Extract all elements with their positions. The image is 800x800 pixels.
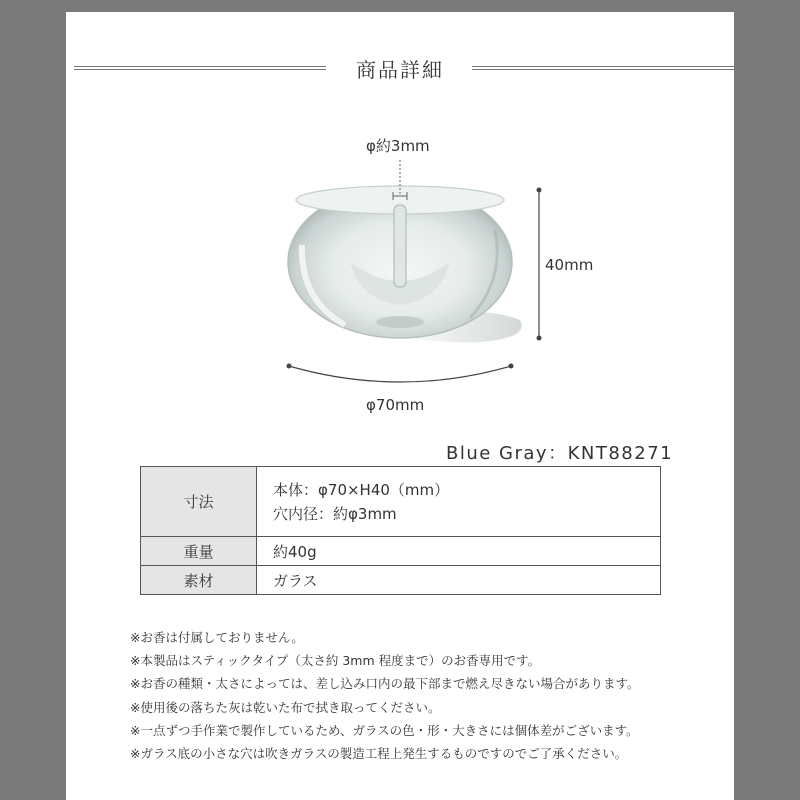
hole-size-label: φ約3mm <box>366 137 430 155</box>
table-row <box>141 467 661 537</box>
height-label: 40mm <box>545 256 594 274</box>
diameter-dimension-line <box>287 364 514 383</box>
note-item: ※ガラス底の小さな穴は吹きガラスの製造工程上発生するものですのでご了承ください。 <box>130 745 628 761</box>
spec-header-weight: 重量 <box>141 537 257 566</box>
spec-value-dimensions <box>257 467 661 537</box>
table-row <box>141 566 661 595</box>
spec-table <box>140 466 661 595</box>
spec-value-material: ガラス <box>257 566 661 595</box>
diameter-label: φ70mm <box>366 396 425 414</box>
note-item: ※一点ずつ手作業で製作しているため、ガラスの色・形・大きさには個体差がございます。 <box>130 722 639 738</box>
note-item: ※お香は付属しておりません。 <box>130 630 304 645</box>
height-dimension-line <box>537 188 542 341</box>
table-row <box>141 537 661 566</box>
note-item: ※お香の種類・太さによっては、差し込み口内の最下部まで燃え尽きない場合があります。 <box>130 676 640 692</box>
section-title: 商品詳細 <box>356 58 444 82</box>
spec-header-dimensions: 寸法 <box>141 467 257 537</box>
spec-header-material: 素材 <box>141 566 257 595</box>
glass-incense-holder <box>288 186 512 338</box>
variant-code: Blue Gray：KNT88271 <box>446 443 674 464</box>
note-item: ※本製品はスティックタイプ（太さ約 3mm 程度まで）のお香専用です。 <box>130 653 541 669</box>
spec-value-weight: 約40g <box>257 537 661 566</box>
spec-dimension-body: 本体：φ70×H40（mm） <box>273 480 450 499</box>
notes-list <box>130 626 639 765</box>
note-item: ※使用後の落ちた灰は乾いた布で拭き取ってください。 <box>130 699 441 715</box>
spec-dimension-hole: 穴内径：約φ3mm <box>273 504 397 523</box>
